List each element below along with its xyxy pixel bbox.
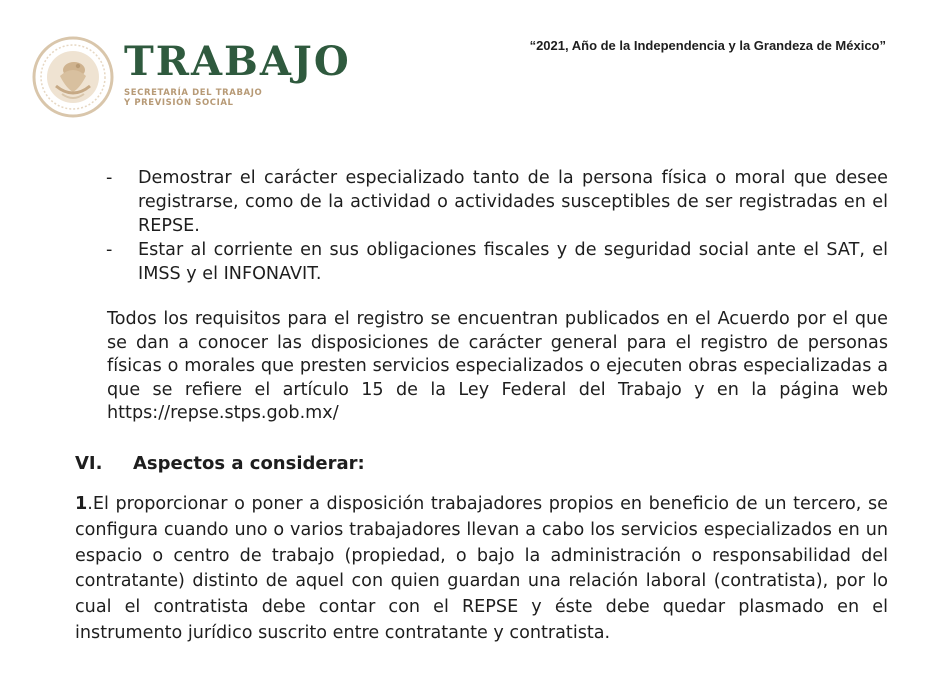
brand-title: TRABAJO (124, 38, 351, 85)
list-bullet-dash: - (106, 168, 113, 188)
list-item (104, 238, 888, 286)
mexico-seal-icon (32, 36, 114, 118)
list-item-text: Demostrar el carácter especializado tanto de la persona física o moral que desee registrarse, como de la actividad o actividades susceptibles de ser registradas en el REPSE. (138, 168, 888, 236)
numbered-point (75, 492, 888, 647)
brand-subtitle-line-2: Y PREVISIÓN SOCIAL (124, 98, 234, 108)
point-text: .El proporcionar o poner a disposición trabajadores propios en beneficio de un tercero, se configura cuando uno o varios trabajadores llevan a cabo los servicios especializados en un espacio o centro de trabajo (propiedad, o bajo la administración o responsabilidad del contratante) distinto de aquel con quien guardan una relación laboral (contratista), por lo cual el contratista debe contar con el REPSE y éste debe quedar plasmado en el instrumento jurídico suscrito entre contratante y contratista. (75, 494, 888, 643)
section-heading (75, 450, 365, 478)
section-number: VI. (75, 453, 103, 474)
requirements-list (104, 166, 888, 286)
brand-subtitle (124, 88, 351, 108)
section-title: Aspectos a considerar: (133, 453, 365, 474)
list-item-text: Estar al corriente en sus obligaciones fiscales y de seguridad social ante el SAT, el IMSS y el INFONAVIT. (138, 240, 888, 284)
requirements-paragraph: Todos los requisitos para el registro se encuentran publicados en el Acuerdo por el que se dan a conocer las disposiciones de carácter general para el registro de personas físicas o morales que presten servicios especializados o ejecuten obras especializadas a que se refiere el artículo 15 de la Ley Federal del Trabajo y en la página web https://repse.stps.gob.mx/ (107, 309, 888, 424)
year-motto: “2021, Año de la Independencia y la Grandeza de México” (529, 38, 886, 53)
brand-block (124, 40, 351, 108)
letterhead (0, 0, 942, 140)
list-item (104, 166, 888, 238)
list-bullet-dash: - (106, 240, 113, 260)
brand-subtitle-line-1: SECRETARÍA DEL TRABAJO (124, 88, 263, 98)
point-number: 1 (75, 494, 88, 514)
